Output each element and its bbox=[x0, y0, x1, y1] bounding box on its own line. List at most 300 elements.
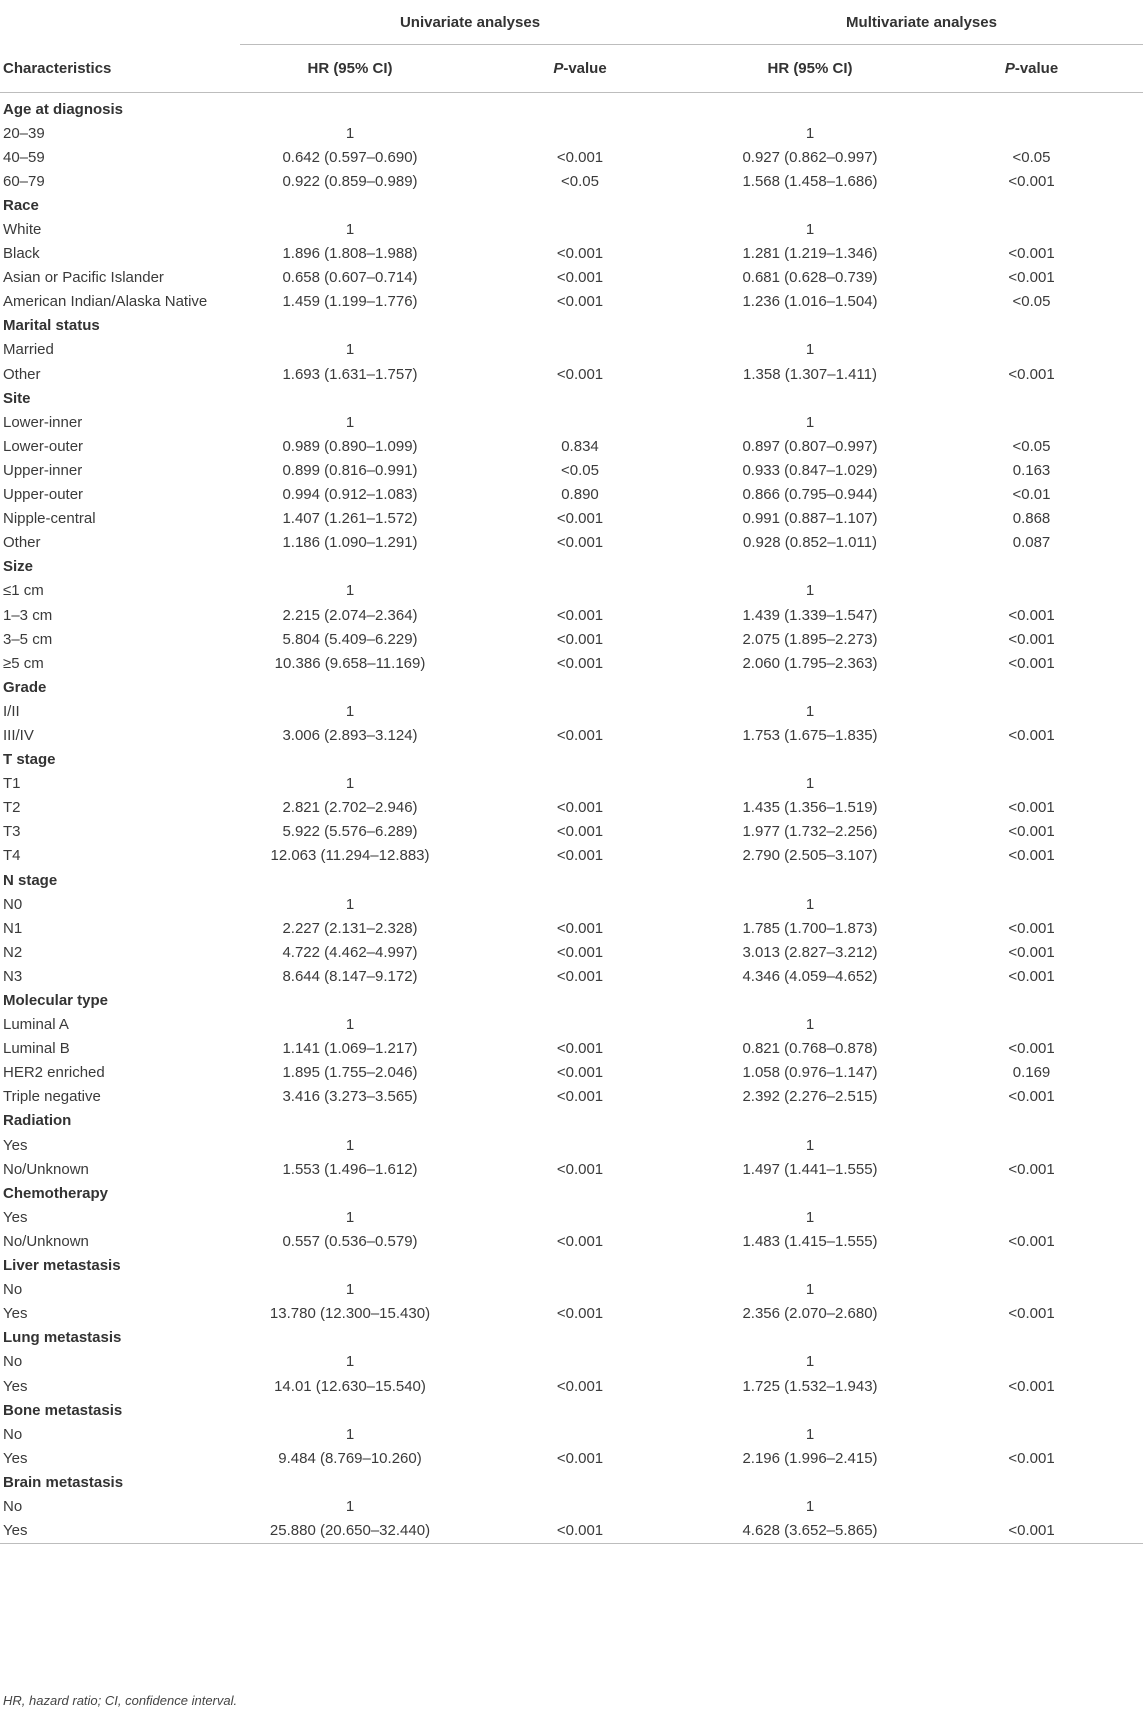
header-p-multivariate bbox=[920, 45, 1143, 93]
hr-univariate-cell: 0.899 (0.816–0.991) bbox=[282, 461, 418, 479]
empty-cell bbox=[700, 386, 920, 410]
p-univariate-cell bbox=[460, 1205, 700, 1229]
table-row bbox=[0, 844, 1143, 868]
p-univariate-cell: <0.001 bbox=[556, 799, 604, 817]
table-row bbox=[0, 651, 1143, 675]
section-label: Marital status bbox=[3, 317, 100, 335]
p-multivariate-cell bbox=[920, 579, 1143, 603]
hr-multivariate-cell: 2.075 (1.895–2.273) bbox=[742, 630, 878, 648]
empty-cell bbox=[920, 1181, 1143, 1205]
hr-univariate-cell: 1 bbox=[345, 1425, 355, 1443]
p-multivariate-cell bbox=[920, 1205, 1143, 1229]
p-multivariate-cell: 0.087 bbox=[1012, 534, 1051, 552]
hr-multivariate-cell: 0.897 (0.807–0.997) bbox=[742, 437, 878, 455]
p-univariate-cell: <0.001 bbox=[556, 1449, 604, 1467]
table-row bbox=[0, 266, 1143, 290]
p-univariate-cell: <0.001 bbox=[556, 293, 604, 311]
hr-multivariate-cell: 1.497 (1.441–1.555) bbox=[742, 1160, 878, 1178]
hr-multivariate-cell: 1 bbox=[805, 1281, 815, 1299]
table-body bbox=[0, 93, 1143, 1544]
characteristic-label: Lower-inner bbox=[3, 413, 83, 431]
hr-multivariate-cell: 1.058 (0.976–1.147) bbox=[742, 1064, 878, 1082]
section-header-row bbox=[0, 386, 1143, 410]
empty-cell bbox=[240, 193, 460, 217]
empty-cell bbox=[920, 1470, 1143, 1494]
table-row bbox=[0, 1422, 1143, 1446]
table-row bbox=[0, 1157, 1143, 1181]
characteristic-label: T2 bbox=[3, 799, 21, 817]
section-label: Molecular type bbox=[3, 992, 109, 1010]
table-row bbox=[0, 434, 1143, 458]
hr-multivariate-cell: 1 bbox=[805, 1497, 815, 1515]
hr-multivariate-cell: 2.196 (1.996–2.415) bbox=[742, 1449, 878, 1467]
p-univariate-cell bbox=[460, 1133, 700, 1157]
hr-univariate-cell: 1.553 (1.496–1.612) bbox=[282, 1160, 418, 1178]
p-multivariate-cell bbox=[920, 1133, 1143, 1157]
empty-cell bbox=[700, 314, 920, 338]
characteristic-label: III/IV bbox=[3, 726, 34, 744]
hr-univariate-cell: 1.896 (1.808–1.988) bbox=[282, 245, 418, 263]
p-multivariate-cell bbox=[920, 1013, 1143, 1037]
table-row bbox=[0, 1229, 1143, 1253]
characteristic-label: No bbox=[3, 1497, 23, 1515]
hr-multivariate-cell: 3.013 (2.827–3.212) bbox=[742, 943, 878, 961]
section-label: Radiation bbox=[3, 1112, 72, 1130]
section-label: Grade bbox=[3, 678, 47, 696]
p-multivariate-cell: <0.001 bbox=[1008, 726, 1055, 744]
section-label: Brain metastasis bbox=[3, 1473, 124, 1491]
empty-cell bbox=[920, 193, 1143, 217]
empty-cell bbox=[460, 193, 700, 217]
section-label: Lung metastasis bbox=[3, 1329, 122, 1347]
empty-cell bbox=[700, 748, 920, 772]
p-univariate-cell: <0.001 bbox=[556, 1305, 604, 1323]
empty-cell bbox=[920, 1326, 1143, 1350]
characteristic-label: HER2 enriched bbox=[3, 1064, 105, 1082]
header-p-multivariate-italic: P bbox=[1004, 60, 1015, 77]
section-header-row bbox=[0, 1181, 1143, 1205]
p-multivariate-cell bbox=[920, 121, 1143, 145]
hr-univariate-cell: 2.215 (2.074–2.364) bbox=[282, 606, 418, 624]
p-multivariate-cell: <0.001 bbox=[1008, 823, 1055, 841]
section-header-row bbox=[0, 555, 1143, 579]
empty-cell bbox=[240, 675, 460, 699]
characteristic-label: ≤1 cm bbox=[3, 582, 44, 600]
empty-cell bbox=[460, 748, 700, 772]
table-row bbox=[0, 916, 1143, 940]
characteristic-label: Nipple-central bbox=[3, 510, 96, 528]
hr-univariate-cell: 3.416 (3.273–3.565) bbox=[282, 1088, 418, 1106]
characteristic-label: Upper-inner bbox=[3, 461, 83, 479]
hr-univariate-cell: 13.780 (12.300–15.430) bbox=[269, 1305, 431, 1323]
table-row bbox=[0, 338, 1143, 362]
hr-univariate-cell: 5.804 (5.409–6.229) bbox=[282, 630, 418, 648]
hr-univariate-cell: 1 bbox=[345, 124, 355, 142]
header-group-row bbox=[0, 0, 1143, 45]
header-p-univariate bbox=[460, 45, 700, 93]
hr-multivariate-cell: 0.866 (0.795–0.944) bbox=[742, 486, 878, 504]
table-row bbox=[0, 1085, 1143, 1109]
hr-multivariate-cell: 0.681 (0.628–0.739) bbox=[742, 269, 878, 287]
characteristic-label: Married bbox=[3, 341, 54, 359]
header-column-row bbox=[0, 45, 1143, 93]
hr-multivariate-cell: 1 bbox=[805, 413, 815, 431]
empty-cell bbox=[700, 1254, 920, 1278]
p-multivariate-cell: <0.001 bbox=[1008, 245, 1055, 263]
p-univariate-cell bbox=[460, 579, 700, 603]
p-univariate-cell: <0.001 bbox=[556, 654, 604, 672]
hr-multivariate-cell: 4.628 (3.652–5.865) bbox=[700, 1519, 920, 1544]
section-label: T stage bbox=[3, 751, 56, 769]
p-univariate-cell: <0.001 bbox=[556, 1088, 604, 1106]
p-univariate-cell: <0.001 bbox=[556, 847, 604, 865]
empty-cell bbox=[920, 748, 1143, 772]
hr-multivariate-cell: 1.435 (1.356–1.519) bbox=[742, 799, 878, 817]
hr-multivariate-cell: 1.483 (1.415–1.555) bbox=[742, 1232, 878, 1250]
characteristic-label: N0 bbox=[3, 895, 23, 913]
hr-univariate-cell: 1 bbox=[345, 413, 355, 431]
hr-univariate-cell: 1 bbox=[345, 221, 355, 239]
hr-univariate-cell: 1 bbox=[345, 1353, 355, 1371]
empty-cell bbox=[700, 868, 920, 892]
hr-univariate-cell: 9.484 (8.769–10.260) bbox=[278, 1449, 422, 1467]
empty-cell bbox=[700, 1398, 920, 1422]
empty-cell bbox=[460, 1470, 700, 1494]
header-multivariate: Multivariate analyses bbox=[700, 0, 1143, 45]
empty-cell bbox=[460, 314, 700, 338]
hr-multivariate-cell: 0.991 (0.887–1.107) bbox=[742, 510, 878, 528]
empty-cell bbox=[700, 675, 920, 699]
empty-cell bbox=[920, 1109, 1143, 1133]
empty-cell bbox=[240, 868, 460, 892]
empty-cell bbox=[920, 386, 1143, 410]
p-multivariate-cell bbox=[920, 410, 1143, 434]
section-label: Liver metastasis bbox=[3, 1257, 121, 1275]
hr-univariate-cell: 1 bbox=[345, 582, 355, 600]
table-row bbox=[0, 1374, 1143, 1398]
p-multivariate-cell: <0.001 bbox=[1008, 1088, 1055, 1106]
header-p-multivariate-rest: -value bbox=[1014, 60, 1059, 77]
hr-multivariate-cell: 2.060 (1.795–2.363) bbox=[742, 654, 878, 672]
empty-cell bbox=[700, 555, 920, 579]
p-univariate-cell bbox=[460, 1278, 700, 1302]
p-univariate-cell: <0.001 bbox=[556, 1040, 604, 1058]
section-header-row bbox=[0, 675, 1143, 699]
p-univariate-cell bbox=[460, 699, 700, 723]
table-row bbox=[0, 723, 1143, 747]
section-header-row bbox=[0, 868, 1143, 892]
characteristic-label: T3 bbox=[3, 823, 21, 841]
p-univariate-cell bbox=[460, 217, 700, 241]
hr-multivariate-cell: 1.236 (1.016–1.504) bbox=[742, 293, 878, 311]
hr-univariate-cell: 0.557 (0.536–0.579) bbox=[282, 1232, 418, 1250]
empty-cell bbox=[460, 93, 700, 122]
section-header-row bbox=[0, 193, 1143, 217]
table-row bbox=[0, 1037, 1143, 1061]
section-label: Race bbox=[3, 196, 39, 214]
hr-multivariate-cell: 0.821 (0.768–0.878) bbox=[742, 1040, 878, 1058]
empty-cell bbox=[240, 314, 460, 338]
table-row bbox=[0, 169, 1143, 193]
table-row bbox=[0, 964, 1143, 988]
header-univariate: Univariate analyses bbox=[240, 0, 700, 45]
p-multivariate-cell: <0.001 bbox=[920, 1519, 1143, 1544]
table-row bbox=[0, 362, 1143, 386]
empty-cell bbox=[240, 93, 460, 122]
section-header-row bbox=[0, 1398, 1143, 1422]
characteristic-label: N3 bbox=[3, 967, 23, 985]
p-multivariate-cell: <0.001 bbox=[1008, 967, 1055, 985]
table-row bbox=[0, 796, 1143, 820]
empty-cell bbox=[920, 1254, 1143, 1278]
hr-univariate-cell: 1 bbox=[345, 775, 355, 793]
p-univariate-cell: <0.001 bbox=[556, 726, 604, 744]
hr-univariate-cell: 8.644 (8.147–9.172) bbox=[282, 967, 418, 985]
section-label: Age at diagnosis bbox=[3, 100, 124, 118]
table-row bbox=[0, 217, 1143, 241]
hr-univariate-cell: 4.722 (4.462–4.997) bbox=[282, 943, 418, 961]
section-header-row bbox=[0, 314, 1143, 338]
p-multivariate-cell: <0.05 bbox=[1012, 293, 1051, 311]
hr-multivariate-cell: 1 bbox=[805, 582, 815, 600]
empty-cell bbox=[240, 1326, 460, 1350]
p-univariate-cell: <0.001 bbox=[556, 1064, 604, 1082]
p-univariate-cell: <0.001 bbox=[556, 919, 604, 937]
hr-multivariate-cell: 4.346 (4.059–4.652) bbox=[742, 967, 878, 985]
hr-univariate-cell: 0.642 (0.597–0.690) bbox=[282, 148, 418, 166]
empty-cell bbox=[240, 1181, 460, 1205]
characteristic-label: N2 bbox=[3, 943, 23, 961]
p-multivariate-cell: <0.01 bbox=[1012, 486, 1051, 504]
empty-cell bbox=[920, 314, 1143, 338]
hr-univariate-cell: 25.880 (20.650–32.440) bbox=[240, 1519, 460, 1544]
hr-univariate-cell: 10.386 (9.658–11.169) bbox=[274, 654, 426, 672]
section-label: Bone metastasis bbox=[3, 1401, 123, 1419]
empty-cell bbox=[460, 555, 700, 579]
header-hr-univariate: HR (95% CI) bbox=[240, 45, 460, 93]
hr-multivariate-cell: 1 bbox=[805, 1208, 815, 1226]
characteristic-label: No/Unknown bbox=[3, 1232, 89, 1250]
p-multivariate-cell: <0.001 bbox=[1008, 1040, 1055, 1058]
empty-cell bbox=[700, 1181, 920, 1205]
empty-cell bbox=[700, 1109, 920, 1133]
hr-univariate-cell: 1 bbox=[345, 1016, 355, 1034]
characteristic-label: White bbox=[3, 221, 42, 239]
section-header-row bbox=[0, 1109, 1143, 1133]
p-multivariate-cell: <0.001 bbox=[1008, 630, 1055, 648]
p-multivariate-cell: <0.001 bbox=[1008, 943, 1055, 961]
empty-cell bbox=[920, 675, 1143, 699]
empty-cell bbox=[920, 555, 1143, 579]
p-univariate-cell bbox=[460, 1422, 700, 1446]
p-multivariate-cell: 0.169 bbox=[1012, 1064, 1051, 1082]
characteristic-label: No/Unknown bbox=[3, 1160, 89, 1178]
hr-univariate-cell: 1.693 (1.631–1.757) bbox=[282, 365, 418, 383]
hr-multivariate-cell: 0.933 (0.847–1.029) bbox=[742, 461, 878, 479]
table-row bbox=[0, 1302, 1143, 1326]
p-univariate-cell: <0.001 bbox=[460, 1519, 700, 1544]
p-univariate-cell: <0.05 bbox=[561, 172, 599, 190]
hr-multivariate-cell: 1.358 (1.307–1.411) bbox=[743, 365, 877, 383]
section-header-row bbox=[0, 1254, 1143, 1278]
hr-univariate-cell: 1 bbox=[345, 1497, 355, 1515]
hr-multivariate-cell: 1.725 (1.532–1.943) bbox=[742, 1377, 878, 1395]
p-univariate-cell: <0.001 bbox=[556, 967, 604, 985]
p-multivariate-cell bbox=[920, 217, 1143, 241]
p-univariate-cell: <0.001 bbox=[556, 1232, 604, 1250]
empty-cell bbox=[240, 386, 460, 410]
p-multivariate-cell: <0.001 bbox=[1008, 1232, 1055, 1250]
hr-multivariate-cell: 1.785 (1.700–1.873) bbox=[742, 919, 878, 937]
hr-multivariate-cell: 1 bbox=[805, 1136, 815, 1154]
characteristic-label: 60–79 bbox=[3, 172, 45, 190]
characteristic-label: Other bbox=[3, 534, 41, 552]
header-p-univariate-rest: -value bbox=[563, 60, 607, 77]
characteristic-label: Yes bbox=[3, 1136, 28, 1154]
p-multivariate-cell: 0.163 bbox=[1012, 461, 1051, 479]
p-multivariate-cell bbox=[920, 1422, 1143, 1446]
empty-cell bbox=[460, 988, 700, 1012]
p-multivariate-cell: <0.001 bbox=[1008, 172, 1055, 190]
section-label: Site bbox=[3, 389, 31, 407]
empty-cell bbox=[240, 988, 460, 1012]
table-footnote: HR, hazard ratio; CI, confidence interval. bbox=[3, 1693, 238, 1708]
hr-multivariate-cell: 1.568 (1.458–1.686) bbox=[742, 172, 878, 190]
table-row bbox=[0, 699, 1143, 723]
p-multivariate-cell: <0.001 bbox=[1008, 1377, 1055, 1395]
hr-univariate-cell: 1 bbox=[345, 1208, 355, 1226]
p-multivariate-cell: <0.001 bbox=[1008, 1160, 1055, 1178]
p-univariate-cell: <0.001 bbox=[556, 823, 604, 841]
empty-cell bbox=[240, 1398, 460, 1422]
p-multivariate-cell bbox=[920, 772, 1143, 796]
p-multivariate-cell: 0.868 bbox=[1012, 510, 1051, 528]
table-row bbox=[0, 121, 1143, 145]
table-row bbox=[0, 820, 1143, 844]
characteristic-label: Upper-outer bbox=[3, 486, 84, 504]
p-univariate-cell bbox=[460, 892, 700, 916]
characteristic-label: T1 bbox=[3, 775, 21, 793]
p-multivariate-cell: <0.001 bbox=[1008, 799, 1055, 817]
p-multivariate-cell bbox=[920, 1494, 1143, 1518]
characteristic-label: Luminal A bbox=[3, 1016, 69, 1034]
p-multivariate-cell: <0.001 bbox=[1008, 1305, 1055, 1323]
characteristic-label: Yes bbox=[3, 1449, 28, 1467]
hr-multivariate-cell: 1 bbox=[805, 1425, 815, 1443]
p-univariate-cell bbox=[460, 772, 700, 796]
p-univariate-cell bbox=[460, 1494, 700, 1518]
p-multivariate-cell bbox=[920, 1350, 1143, 1374]
table-row bbox=[0, 1205, 1143, 1229]
section-header-row bbox=[0, 748, 1143, 772]
hr-univariate-cell: 1 bbox=[345, 1136, 355, 1154]
hr-univariate-cell: 1.186 (1.090–1.291) bbox=[282, 534, 418, 552]
hr-multivariate-cell: 0.927 (0.862–0.997) bbox=[742, 148, 878, 166]
empty-cell bbox=[240, 1109, 460, 1133]
characteristic-label: Yes bbox=[3, 1305, 28, 1323]
characteristic-label: Black bbox=[3, 245, 40, 263]
characteristic-label: No bbox=[3, 1281, 23, 1299]
p-univariate-cell bbox=[460, 338, 700, 362]
table-row bbox=[0, 603, 1143, 627]
table-row bbox=[0, 145, 1143, 169]
hr-univariate-cell: 2.227 (2.131–2.328) bbox=[282, 919, 418, 937]
characteristic-label: No bbox=[3, 1353, 23, 1371]
header-p-univariate-italic: P bbox=[553, 60, 564, 77]
hr-multivariate-cell: 0.928 (0.852–1.011) bbox=[743, 534, 877, 552]
empty-cell bbox=[920, 1398, 1143, 1422]
table-row bbox=[0, 483, 1143, 507]
hr-univariate-cell: 0.989 (0.890–1.099) bbox=[282, 437, 418, 455]
hr-multivariate-cell: 1.753 (1.675–1.835) bbox=[742, 726, 878, 744]
table-row bbox=[0, 1519, 1143, 1544]
characteristic-label: Asian or Pacific Islander bbox=[3, 269, 164, 287]
p-univariate-cell bbox=[460, 410, 700, 434]
empty-cell bbox=[700, 1326, 920, 1350]
characteristic-label: 40–59 bbox=[3, 148, 45, 166]
hr-multivariate-cell: 1 bbox=[805, 221, 815, 239]
empty-cell bbox=[240, 1470, 460, 1494]
p-multivariate-cell: <0.001 bbox=[1008, 269, 1055, 287]
hr-multivariate-cell: 1 bbox=[805, 775, 815, 793]
table-row bbox=[0, 940, 1143, 964]
table-row bbox=[0, 1350, 1143, 1374]
header-hr-multivariate: HR (95% CI) bbox=[700, 45, 920, 93]
hr-multivariate-cell: 1.977 (1.732–2.256) bbox=[742, 823, 878, 841]
characteristic-label: American Indian/Alaska Native bbox=[3, 293, 208, 311]
hr-univariate-cell: 14.01 (12.630–15.540) bbox=[274, 1377, 426, 1395]
section-header-row bbox=[0, 1470, 1143, 1494]
hr-multivariate-cell: 1 bbox=[805, 124, 815, 142]
table-row bbox=[0, 1446, 1143, 1470]
empty-cell bbox=[700, 93, 920, 122]
hr-multivariate-cell: 1 bbox=[805, 1016, 815, 1034]
empty-cell bbox=[240, 748, 460, 772]
empty-cell bbox=[700, 193, 920, 217]
table-row bbox=[0, 892, 1143, 916]
table-row bbox=[0, 1013, 1143, 1037]
characteristic-label: Luminal B bbox=[3, 1040, 70, 1058]
table-row bbox=[0, 290, 1143, 314]
empty-cell bbox=[460, 1326, 700, 1350]
hr-univariate-cell: 1 bbox=[345, 895, 355, 913]
p-univariate-cell: <0.001 bbox=[556, 365, 604, 383]
hr-univariate-cell: 1 bbox=[345, 702, 355, 720]
hr-univariate-cell: 0.994 (0.912–1.083) bbox=[282, 486, 418, 504]
p-multivariate-cell: <0.001 bbox=[1008, 365, 1055, 383]
characteristic-label: N1 bbox=[3, 919, 23, 937]
p-multivariate-cell: <0.001 bbox=[1008, 654, 1055, 672]
hr-multivariate-cell: 1 bbox=[805, 702, 815, 720]
p-multivariate-cell: <0.001 bbox=[1008, 919, 1055, 937]
characteristic-label: I/II bbox=[3, 702, 20, 720]
empty-cell bbox=[460, 675, 700, 699]
table-row bbox=[0, 579, 1143, 603]
p-univariate-cell: <0.001 bbox=[556, 510, 604, 528]
p-univariate-cell: 0.834 bbox=[561, 437, 599, 455]
p-multivariate-cell bbox=[920, 699, 1143, 723]
hr-multivariate-cell: 2.356 (2.070–2.680) bbox=[742, 1305, 878, 1323]
characteristic-label: T4 bbox=[3, 847, 21, 865]
table-row bbox=[0, 1494, 1143, 1518]
hr-multivariate-cell: 1.439 (1.339–1.547) bbox=[742, 606, 878, 624]
p-univariate-cell bbox=[460, 121, 700, 145]
empty-cell bbox=[920, 93, 1143, 122]
table-row bbox=[0, 531, 1143, 555]
p-multivariate-cell bbox=[920, 892, 1143, 916]
table-row bbox=[0, 1133, 1143, 1157]
empty-cell bbox=[460, 386, 700, 410]
